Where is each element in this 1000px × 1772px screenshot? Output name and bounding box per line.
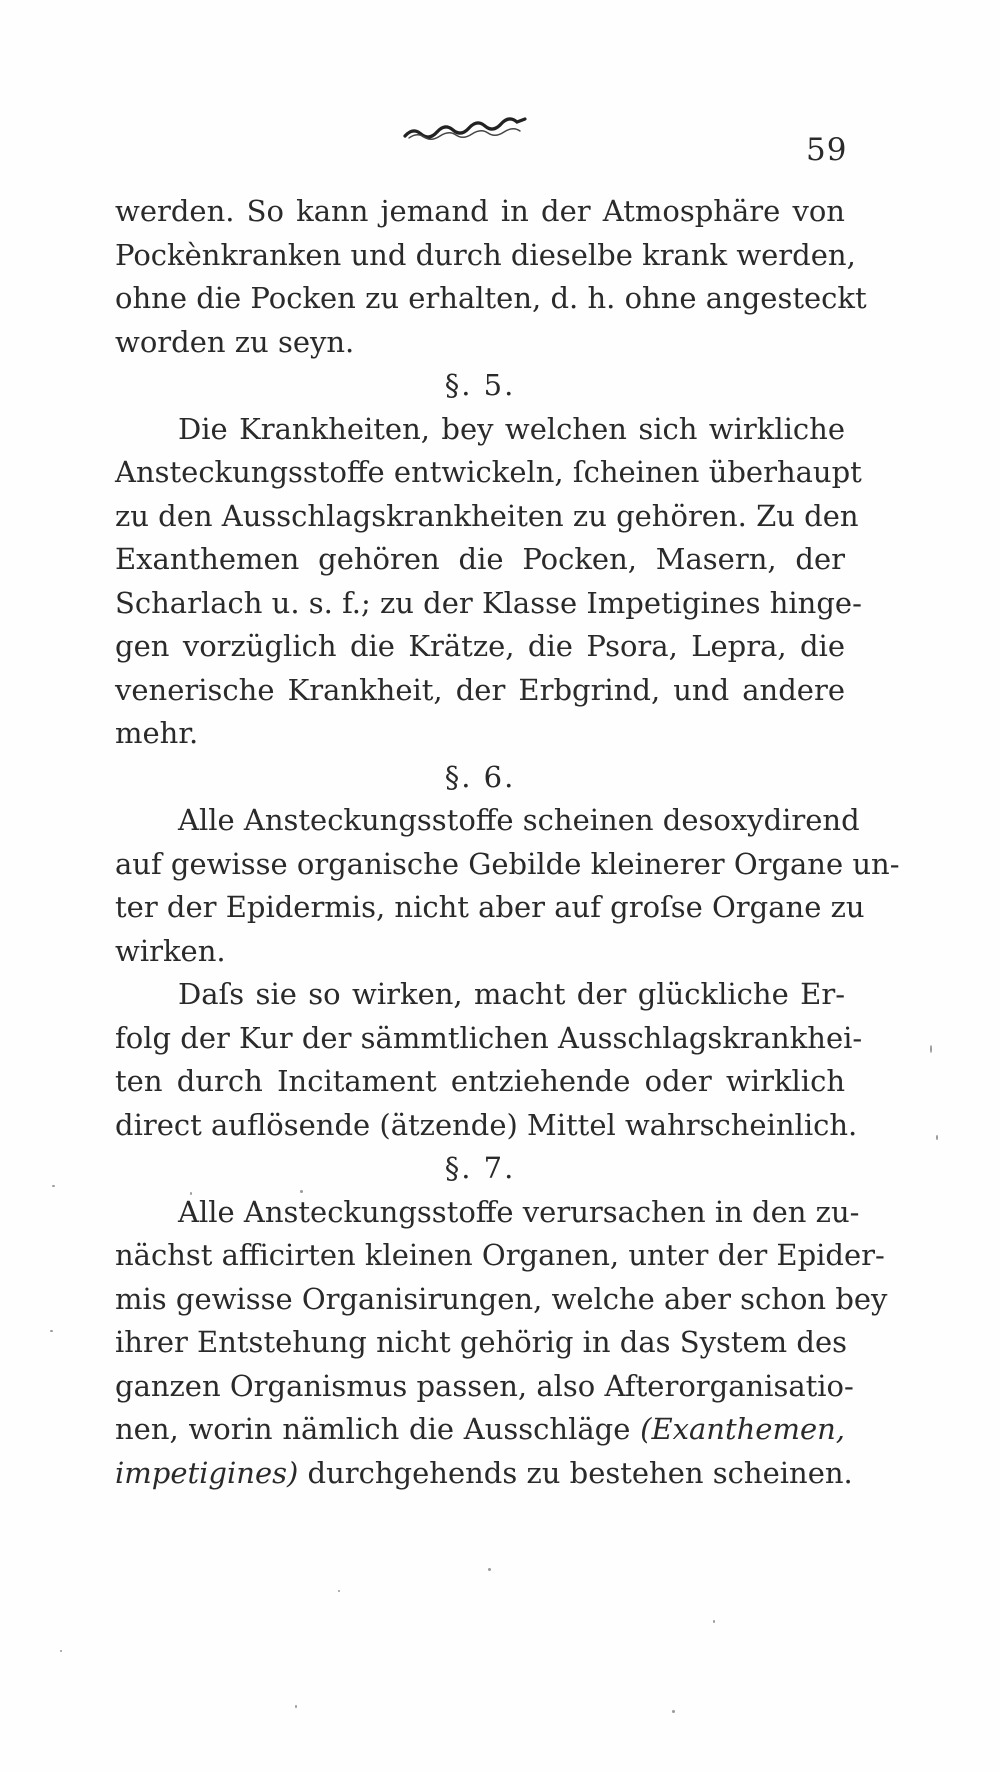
text-line: mehr. (115, 716, 199, 750)
print-speck (338, 1590, 340, 1592)
text-line: Daſs sie so wirken, macht der glückliche Er- (178, 977, 845, 1011)
print-speck (50, 1330, 53, 1332)
text-line: ohne die Pocken zu erhalten, d. h. ohne angesteckt (115, 281, 867, 315)
text-line: Exanthemen gehören die Pocken, Masern, der (115, 542, 845, 576)
print-speck (52, 1185, 55, 1187)
print-speck (300, 1190, 303, 1193)
text-line: Scharlach u. s. f.; zu der Klasse Impetigines hinge- (115, 585, 862, 620)
print-speck (930, 1045, 932, 1053)
text-line: wirken. (115, 933, 226, 968)
text-line: ganzen Organismus passen, also Afterorganisatio- (115, 1368, 854, 1403)
text-line: nächst afficirten kleinen Organen, unter der Epider- (115, 1238, 885, 1272)
text-line: zu den Ausschlagskrankheiten zu gehören. Zu den (115, 498, 859, 533)
text-line: ter der Epidermis, nicht aber auf groſse Organe zu (115, 890, 865, 924)
text-fragment: nen, worin nämlich die Ausschläge (115, 1412, 631, 1446)
wave-ornament-icon (400, 112, 530, 152)
page-number: 59 (806, 132, 848, 168)
page-text (115, 190, 900, 1495)
text-line: Pockènkranken und durch dieselbe krank werden, (115, 237, 856, 272)
print-speck (60, 1650, 62, 1652)
text-line: auf gewisse organische Gebilde kleinerer Organe un- (115, 846, 900, 881)
section-heading-7: §. 7. (444, 1151, 516, 1185)
text-line: ten durch Incitament entziehende oder wirklich (115, 1064, 845, 1098)
print-speck (295, 1705, 297, 1708)
text-line (115, 1408, 845, 1452)
print-speck (672, 1710, 675, 1713)
text-line: Ansteckungsstoffe entwickeln, ſcheinen überhaupt (115, 455, 862, 489)
text-fragment: durchgehends zu bestehen scheinen. (298, 1455, 853, 1490)
section-heading-6: §. 6. (444, 759, 516, 794)
text-line: folg der Kur der sämmtlichen Ausschlagskrankhei- (115, 1020, 863, 1055)
print-speck (488, 1568, 491, 1571)
print-speck (713, 1620, 715, 1623)
text-line: Alle Ansteckungsstoffe verursachen in den zu- (178, 1194, 860, 1229)
text-line: direct auflösende (ätzende) Mittel wahrscheinlich. (115, 1107, 858, 1142)
text-line (115, 1452, 853, 1496)
italic-term: (Exanthemen, (640, 1412, 845, 1446)
section-heading-5: §. 5. (444, 368, 516, 402)
print-speck (936, 1135, 938, 1140)
text-line: worden zu seyn. (115, 324, 355, 359)
print-speck (190, 1192, 192, 1195)
text-line: mis gewisse Organisirungen, welche aber schon bey (115, 1281, 888, 1316)
text-line: Alle Ansteckungsstoffe scheinen desoxydirend (178, 803, 860, 837)
text-line: venerische Krankheit, der Erbgrind, und andere (115, 672, 845, 707)
text-line: ihrer Entstehung nicht gehörig in das System des (115, 1325, 847, 1359)
italic-term: impetigines) (115, 1455, 299, 1490)
text-line: gen vorzüglich die Krätze, die Psora, Lepra, die (115, 629, 845, 663)
text-line: werden. So kann jemand in der Atmosphäre von (115, 194, 845, 228)
text-line: Die Krankheiten, bey welchen sich wirkliche (178, 411, 845, 446)
